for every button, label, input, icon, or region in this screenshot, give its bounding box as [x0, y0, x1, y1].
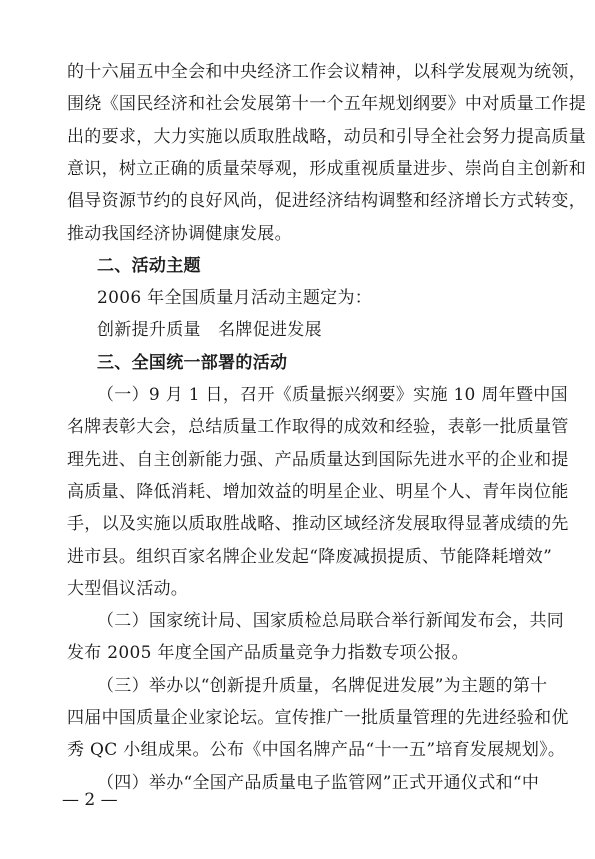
paragraph-line: 名牌表彰大会，总结质量工作取得的成效和经验，表彰一批质量管 [67, 417, 569, 438]
section-heading: 三、全国统一部署的活动 [97, 352, 288, 373]
paragraph-line: 推动我国经济协调健康发展。 [67, 223, 292, 244]
paragraph-line: 进市县。组织百家名牌企业发起“降废减损提质、节能降耗增效” [67, 546, 553, 567]
paragraph-line: 高质量、降低消耗、增加效益的明星企业、明星个人、青年岗位能 [67, 481, 569, 502]
paragraph-line: 围绕《国民经济和社会发展第十一个五年规划纲要》中对质量工作提 [67, 94, 586, 115]
paragraph-line: 手，以及实施以质取胜战略、推动区域经济发展取得显著成绩的先 [67, 514, 569, 535]
paragraph-line: （一）9 月 1 日，召开《质量振兴纲要》实施 10 周年暨中国 [97, 385, 568, 405]
paragraph-line: （二）国家统计局、国家质检总局联合举行新闻发布会，共同 [97, 611, 565, 632]
paragraph-line: （四）举办“全国产品质量电子监管网”正式开通仪式和“中 [97, 772, 540, 793]
paragraph-line: 倡导资源节约的良好风尚，促进经济结构调整和经济增长方式转变， [67, 191, 586, 212]
paragraph-line: 意识，树立正确的质量荣辱观，形成重视质量进步、崇尚自主创新和 [67, 158, 586, 179]
paragraph-line: （三）举办以“创新提升质量，名牌促进发展”为主题的第十 [97, 675, 548, 696]
paragraph-line: 出的要求，大力实施以质取胜战略，动员和引导全社会努力提高质量 [67, 126, 586, 147]
section-heading: 二、活动主题 [97, 255, 201, 276]
page-number: — 2 — [62, 790, 118, 810]
section-intro: 2006 年全国质量月活动主题定为： [97, 288, 373, 309]
paragraph-line: 的十六届五中全会和中央经济工作会议精神，以科学发展观为统领， [67, 62, 586, 82]
section-theme: 创新提升质量 名牌促进发展 [97, 320, 322, 341]
paragraph-line: 发布 2005 年度全国产品质量竞争力指数专项公报。 [67, 643, 469, 664]
paragraph-line: 理先进、自主创新能力强、产品质量达到国际先进水平的企业和提 [67, 449, 569, 470]
paragraph-line: 四届中国质量企业家论坛。宣传推广一批质量管理的先进经验和优 [67, 708, 569, 728]
paragraph-line: 秀 QC 小组成果。公布《中国名牌产品“十一五”培育发展规划》。 [67, 740, 566, 761]
paragraph-line: 大型倡议活动。 [67, 578, 189, 599]
